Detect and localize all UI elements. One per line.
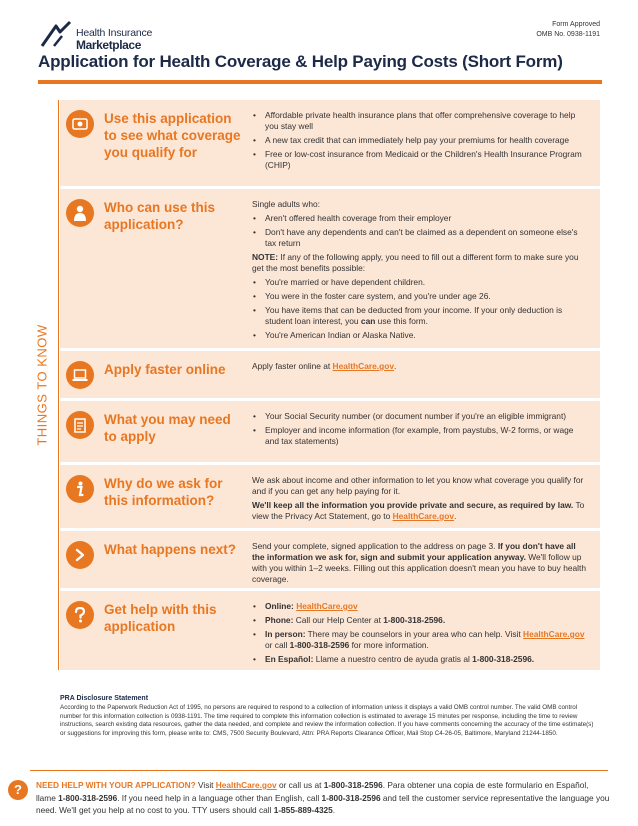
list-item: • A new tax credit that can immediately help pay your premiums for health coverage — [252, 135, 588, 146]
info-sections — [60, 100, 600, 670]
list-item: • You're married or have dependent children. — [252, 277, 588, 288]
help-footer: NEED HELP WITH YOUR APPLICATION? Visit HealthCare.gov or call us at 1-800-318-2596. Para obtener una copia de este formulario en Español, llame 1-800-318-2596. If you need help in a language other than English, call 1-800-318-2596 and tell the customer service representative the language you need. We'll get you help at no cost to you. TTY users should call 1-855-889-4325. — [36, 780, 610, 815]
section-use-application — [60, 100, 600, 186]
section-body: We ask about income and other information to let you know what coverage you qualify for and if you can get any help paying for it. We'll keep all the information you provide private and secure, as required by law. To view the Privacy Act Statement, go to HealthCare.gov. — [252, 465, 600, 528]
money-icon — [66, 110, 94, 138]
intro-text: Single adults who: — [252, 199, 320, 209]
section-heading: What happens next? — [104, 542, 237, 557]
list-item: • Online: HealthCare.gov — [252, 601, 588, 612]
arrow-right-icon — [66, 541, 94, 569]
list-item: • En Español: Llame a nuestro centro de ayuda gratis al 1-800-318-2596. — [252, 654, 588, 665]
page-title: Application for Health Coverage & Help Paying Costs (Short Form) — [38, 52, 563, 71]
section-heading: Use this application to see what coverage you qualify for — [104, 111, 241, 160]
laptop-icon — [66, 361, 94, 389]
pra-title: PRA Disclosure Statement — [60, 695, 149, 702]
section-what-you-need — [60, 398, 600, 462]
section-heading: Why do we ask for this information? — [104, 476, 223, 508]
list-item: • You're American Indian or Alaska Native. — [252, 330, 588, 341]
privacy-healthcare-gov-link[interactable]: HealthCare.gov — [392, 511, 455, 521]
section-body — [252, 591, 600, 670]
omb-number-text: OMB No. 0938-1191 — [536, 31, 600, 38]
side-divider — [58, 100, 59, 670]
list-item: • Don't have any dependents and can't be claimed as a dependent on someone else's tax return — [252, 227, 588, 249]
pra-disclosure — [60, 695, 600, 738]
logo-swoosh-icon — [40, 20, 74, 48]
section-body — [252, 189, 600, 348]
list-item: • You have items that can be deducted from your income. If your only deduction is student loan interest, you can use this form. — [252, 305, 588, 327]
omb-approval — [536, 20, 600, 40]
section-heading: Who can use this application? — [104, 200, 216, 232]
list-item: • Aren't offered health coverage from their employer — [252, 213, 588, 224]
list-item: • Phone: Call our Help Center at 1-800-318-2596. — [252, 615, 588, 626]
document-icon — [66, 411, 94, 439]
logo-text-line2: Marketplace — [76, 38, 141, 52]
section-body: Send your complete, signed application to the address on page 3. If you don't have all the information we ask for, sign and submit your application anyway. We'll follow up with you within 1–2 weeks. Filling out this application doesn't mean you have to buy health coverage. — [252, 541, 587, 584]
section-heading: Get help with this application — [104, 602, 217, 634]
online-healthcare-gov-link[interactable]: HealthCare.gov — [296, 601, 358, 611]
footer-divider — [30, 770, 608, 771]
why-paragraph: We ask about income and other information to let you know what coverage you qualify for and if you can get any help paying for it. — [252, 475, 584, 496]
section-get-help — [60, 588, 600, 670]
section-why-we-ask — [60, 462, 600, 528]
logo-text-line1: Health Insurance — [76, 27, 153, 39]
note-label: NOTE: — [252, 252, 279, 262]
person-icon — [66, 199, 94, 227]
section-who-can-use — [60, 186, 600, 348]
healthcare-gov-link[interactable]: HealthCare.gov — [332, 361, 394, 371]
things-to-know-label — [22, 100, 62, 670]
section-body — [252, 100, 600, 186]
side-label-text: THINGS TO KNOW — [34, 324, 50, 446]
list-item: • You were in the foster care system, and you're under age 26. — [252, 291, 588, 302]
list-item: • Employer and income information (for example, from paystubs, W-2 forms, or wage and tax statements) — [252, 425, 588, 447]
section-heading: Apply faster online — [104, 362, 226, 377]
form-approved-text: Form Approved — [552, 21, 600, 28]
section-apply-faster — [60, 348, 600, 398]
question-icon — [66, 601, 94, 629]
title-divider — [38, 80, 602, 84]
note-text: NOTE: If any of the following apply, you need to fill out a different form to make sure you get the most benefits possible: — [252, 252, 579, 273]
footer-healthcare-gov-link[interactable]: HealthCare.gov — [215, 780, 277, 790]
info-icon — [66, 475, 94, 503]
section-what-happens-next — [60, 528, 600, 588]
section-body: Apply faster online at HealthCare.gov. — [252, 361, 397, 371]
footer-lead: NEED HELP WITH YOUR APPLICATION? — [36, 780, 196, 790]
list-item: • Your Social Security number (or document number if you're an eligible immigrant) — [252, 411, 588, 422]
help-question-icon: ? — [8, 780, 28, 800]
section-body — [252, 401, 600, 462]
in-person-healthcare-gov-link[interactable]: HealthCare.gov — [523, 629, 585, 639]
list-item: • Free or low-cost insurance from Medicaid or the Children's Health Insurance Program (CHIP) — [252, 149, 588, 171]
section-heading: What you may need to apply — [104, 412, 231, 444]
list-item: • In person: There may be counselors in your area who can help. Visit HealthCare.gov or call 1-800-318-2596 for more information. — [252, 629, 588, 651]
list-item: • Affordable private health insurance plans that offer comprehensive coverage to help you stay well — [252, 110, 588, 132]
marketplace-logo — [40, 18, 170, 50]
pra-text: According to the Paperwork Reduction Act of 1995, no persons are required to respond to a collection of information unless it displays a valid OMB control number. The valid OMB control number for this information collection is 0938-1191. The time required to complete this information collection is estimated to average 15 minutes per response, including the time to review instructions, search existing data resources, gather the data needed, and complete and review the information collection. If you have comments concerning the accuracy of the time estimate(s) or suggestions for improving this form, please write to: CMS, 7500 Security Boulevard, Attn: PRA Reports Clearance Officer, Mail Stop C4-26-05, Baltimore, Maryland 21244-1850. — [60, 704, 594, 737]
